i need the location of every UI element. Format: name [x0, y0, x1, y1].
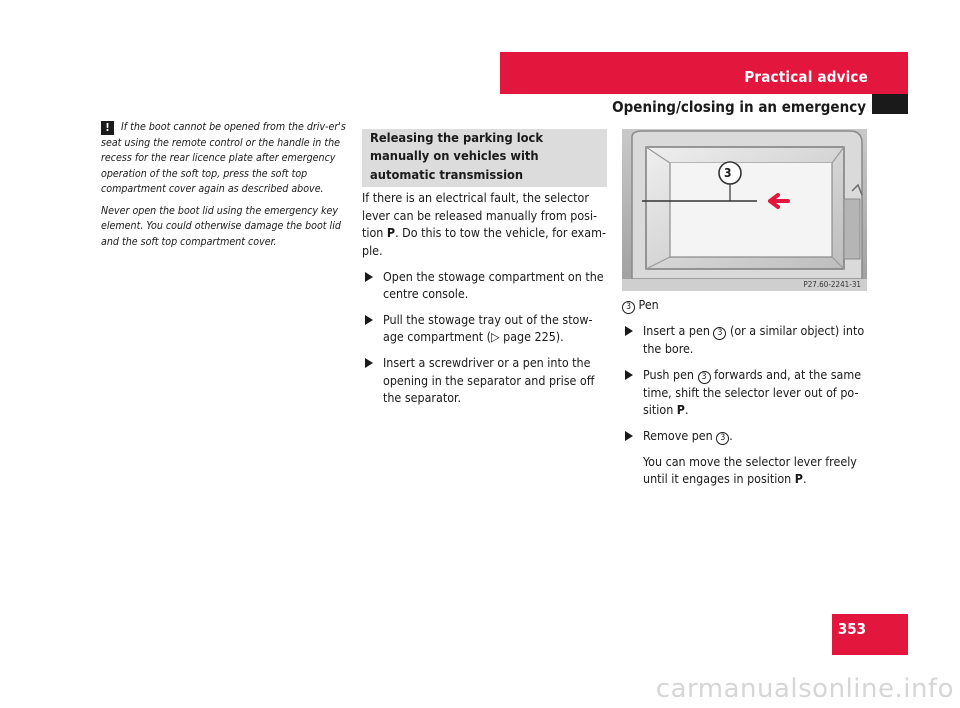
warning-icon: ! — [101, 121, 114, 135]
right-column — [622, 129, 867, 494]
step-text: Insert a pen — [643, 323, 714, 338]
step-text: Pull the stowage tray out of the stow-age compartment (▷ page 225). — [383, 311, 593, 345]
note-text-2: Never open the boot lid using the emergency key element. You could otherwise damage the boot lid and the soft top compartment cover. — [101, 204, 341, 248]
step-text: forwards and, at the same time, shift the selector lever out of po-sition — [643, 366, 862, 418]
step-text: Remove pen — [643, 427, 717, 443]
intro-paragraph — [362, 189, 607, 259]
bullet-arrow-icon — [625, 431, 633, 441]
instruction-step — [622, 366, 867, 419]
instruction-step — [362, 311, 607, 346]
position-label: P — [676, 402, 685, 418]
result-text: You can move the selector lever freely until it engages in position — [643, 453, 857, 487]
page-subtitle: Opening/closing in an emergency — [612, 98, 866, 116]
caption-text: Pen — [638, 297, 659, 312]
position-label: P — [386, 225, 396, 241]
step-text: Insert a screwdriver or a pen into the opening in the separator and prise off the separator. — [383, 354, 595, 406]
photo-caption — [622, 296, 867, 314]
step-text: . — [729, 427, 733, 443]
step-text: . — [684, 402, 689, 418]
section-title: Practical advice — [744, 68, 868, 86]
callout-number-icon: 3 — [716, 432, 729, 445]
instruction-step — [362, 354, 607, 407]
callout-number-icon: 3 — [622, 301, 635, 314]
position-label: P — [794, 471, 803, 487]
stowage-photo — [622, 129, 867, 291]
callout-number-icon: 3 — [698, 371, 711, 384]
compartment-illustration — [622, 129, 867, 291]
callout-number-icon: 3 — [713, 327, 726, 340]
intro-text-end: . Do this to tow the vehicle, for exam-ple. — [362, 225, 606, 258]
bullet-arrow-icon — [625, 370, 633, 380]
step-text: Open the stowage compartment on the centre console. — [383, 268, 604, 302]
bullet-arrow-icon — [365, 272, 373, 282]
header-tab — [872, 94, 908, 114]
photo-callout-label: 3 — [724, 166, 732, 180]
section-heading: Releasing the parking lock manually on vehicles with automatic transmission — [362, 129, 607, 187]
instruction-step — [622, 427, 867, 445]
middle-column — [362, 129, 607, 415]
photo-reference-code: P27.60-2241-31 — [803, 280, 861, 289]
watermark: carmanualsonline.info — [655, 674, 954, 704]
bullet-arrow-icon — [365, 358, 373, 368]
instruction-step — [622, 322, 867, 358]
warning-note — [101, 120, 346, 256]
step-text: (or a similar object) into the bore. — [643, 323, 865, 356]
instruction-step — [362, 268, 607, 303]
result-text: . — [802, 471, 807, 487]
result-paragraph — [622, 453, 867, 488]
step-text: Push pen — [643, 366, 698, 382]
bullet-arrow-icon — [625, 326, 633, 336]
intro-text: If there is an electrical fault, the selector lever can be released manually from posi-tion — [362, 190, 598, 241]
page-number: 353 — [837, 620, 866, 638]
note-text-1: If the boot cannot be opened from the driv-er's seat using the remote control or the handle in the recess for the rear licence plate after emergency operation of the soft top, press the soft top compartment cover again as described above. — [101, 121, 346, 195]
bullet-arrow-icon — [365, 315, 373, 325]
note-paragraph-1 — [101, 120, 346, 198]
